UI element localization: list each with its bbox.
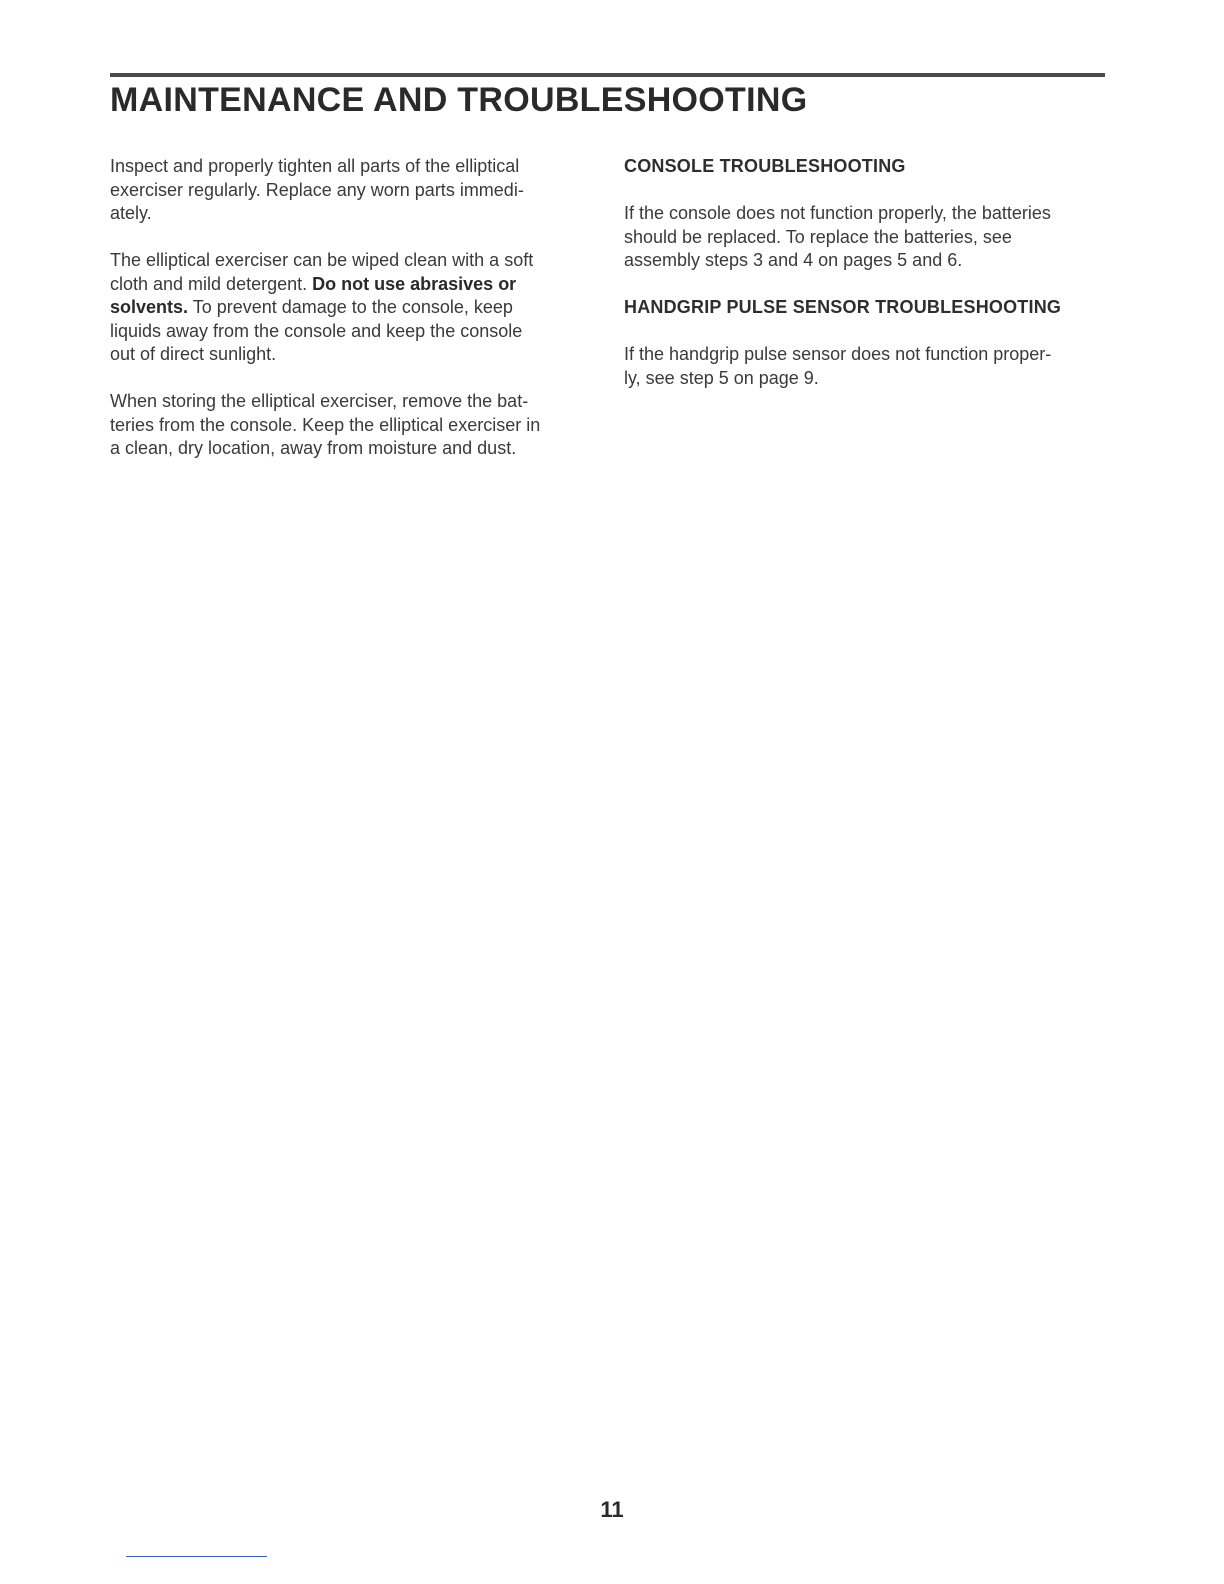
text-line: If the handgrip pulse sensor does not function proper- bbox=[624, 344, 1052, 364]
text-line: should be replaced. To replace the batteries, see bbox=[624, 226, 1012, 247]
title-top-rule bbox=[110, 73, 1105, 77]
text-line: out of direct sunlight. bbox=[110, 344, 277, 364]
text-line bbox=[110, 273, 590, 297]
text-line bbox=[110, 296, 590, 320]
text-line: Inspect and properly tighten all parts of the elliptical bbox=[110, 156, 520, 176]
page-title: MAINTENANCE AND TROUBLESHOOTING bbox=[110, 81, 808, 119]
text-segment: cloth and mild detergent. bbox=[110, 273, 313, 294]
paragraph-cleaning bbox=[110, 249, 590, 367]
text-line: a clean, dry location, away from moisture and dust. bbox=[110, 438, 517, 458]
text-line: ly, see step 5 on page 9. bbox=[624, 367, 819, 388]
paragraph-console bbox=[624, 202, 1104, 273]
warning-text: Do not use abrasives or bbox=[312, 273, 517, 294]
text-segment: To prevent damage to the console, keep bbox=[188, 297, 513, 317]
bottom-rule bbox=[126, 1556, 267, 1557]
left-column bbox=[110, 155, 590, 484]
warning-text: solvents. bbox=[110, 297, 189, 317]
handgrip-troubleshooting-heading: HANDGRIP PULSE SENSOR TROUBLESHOOTING bbox=[624, 297, 1062, 317]
text-line: assembly steps 3 and 4 on pages 5 and 6. bbox=[624, 250, 963, 270]
right-column bbox=[624, 155, 1104, 414]
text-line: If the console does not function properly, the batteries bbox=[624, 203, 1051, 223]
text-line: ately. bbox=[110, 203, 152, 223]
text-line: liquids away from the console and keep the console bbox=[110, 320, 523, 341]
text-line: The elliptical exerciser can be wiped clean with a soft bbox=[110, 250, 534, 270]
text-line: When storing the elliptical exerciser, remove the bat- bbox=[110, 391, 529, 411]
paragraph-storing bbox=[110, 390, 590, 461]
text-line: teries from the console. Keep the elliptical exerciser in bbox=[110, 414, 541, 435]
paragraph-inspect bbox=[110, 155, 590, 226]
page-number: 11 bbox=[600, 1497, 624, 1522]
text-line: exerciser regularly. Replace any worn parts immedi- bbox=[110, 179, 524, 200]
console-troubleshooting-heading: CONSOLE TROUBLESHOOTING bbox=[624, 156, 906, 176]
paragraph-handgrip bbox=[624, 343, 1104, 390]
